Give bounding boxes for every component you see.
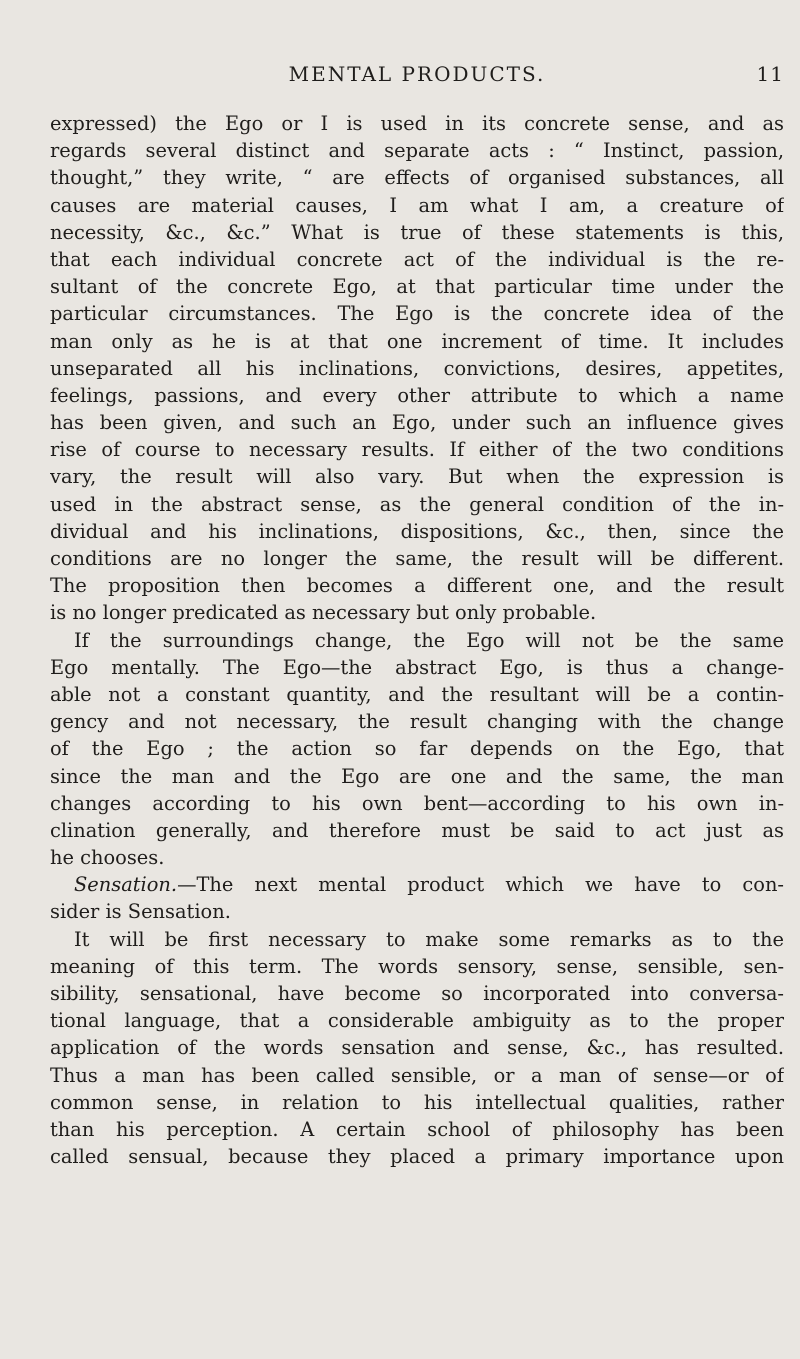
text-line: changes according to his own bent—according to his own in- bbox=[50, 791, 784, 815]
text-line: thought,” they write, “ are effects of organised substances, all bbox=[50, 166, 784, 190]
text-line: clination generally, and therefore must be said to act just as bbox=[50, 818, 784, 842]
text-line: regards several distinct and separate acts : “ Instinct, passion, bbox=[50, 139, 784, 163]
page-header bbox=[50, 62, 784, 90]
paragraph-start-line: If the surroundings change, the Ego will not be the same bbox=[74, 628, 784, 652]
text-line: used in the abstract sense, as the general condition of the in- bbox=[50, 492, 784, 516]
text-line: of the Ego ; the action so far depends on the Ego, that bbox=[50, 737, 784, 761]
text-line: Ego mentally. The Ego—the abstract Ego, is thus a change- bbox=[50, 655, 784, 679]
text-line: feelings, passions, and every other attribute to which a name bbox=[50, 383, 784, 407]
text-line: tional language, that a considerable ambiguity as to the proper bbox=[50, 1009, 784, 1033]
text-line: since the man and the Ego are one and the same, the man bbox=[50, 764, 784, 788]
text-line: dividual and his inclinations, dispositions, &c., then, since the bbox=[50, 519, 784, 543]
text-line: is no longer predicated as necessary but only probable. bbox=[50, 601, 597, 625]
text-line: than his perception. A certain school of philosophy has been bbox=[50, 1117, 784, 1141]
text-line: meaning of this term. The words sensory, sense, sensible, sen- bbox=[50, 954, 784, 978]
page-number: 11 bbox=[756, 62, 784, 86]
text-line: The proposition then becomes a different one, and the result bbox=[50, 574, 784, 598]
text-line: sibility, sensational, have become so incorporated into conversa- bbox=[50, 982, 784, 1005]
text-line: able not a constant quantity, and the resultant will be a contin- bbox=[50, 682, 784, 706]
text-line: gency and not necessary, the result changing with the change bbox=[50, 710, 784, 734]
text-line: that each individual concrete act of the individual is the re- bbox=[50, 247, 784, 271]
text-line: common sense, in relation to his intellectual qualities, rather bbox=[50, 1090, 784, 1114]
text-line: expressed) the Ego or I is used in its concrete sense, and as bbox=[50, 112, 784, 135]
body-text bbox=[50, 110, 784, 1170]
text-line: causes are material causes, I am what I am, a creature of bbox=[50, 193, 784, 217]
paragraph-start-line: It will be first necessary to make some remarks as to the bbox=[74, 927, 784, 951]
running-head: MENTAL PRODUCTS. bbox=[288, 62, 546, 86]
text-line: conditions are no longer the same, the result will be different. bbox=[50, 547, 784, 570]
text-line: vary, the result will also vary. But when the expression is bbox=[50, 465, 784, 489]
text-line: man only as he is at that one increment of time. It includes bbox=[50, 329, 784, 353]
text-line: sultant of the concrete Ego, at that particular time under the bbox=[50, 275, 784, 299]
text-line: Thus a man has been called sensible, or a man of sense—or of bbox=[50, 1063, 784, 1087]
text-line: particular circumstances. The Ego is the concrete idea of the bbox=[50, 302, 784, 326]
text-line: necessity, &c., &c.” What is true of these statements is this, bbox=[50, 220, 784, 244]
section-heading-line bbox=[50, 871, 784, 898]
section-heading-continuation: —The next mental product which we have to con- bbox=[177, 873, 784, 897]
section-heading: Sensation. bbox=[74, 873, 178, 897]
text-line: he chooses. bbox=[50, 846, 165, 870]
text-line: called sensual, because they placed a primary importance upon bbox=[50, 1145, 784, 1169]
text-line: has been given, and such an Ego, under such an influence gives bbox=[50, 411, 784, 435]
text-line: rise of course to necessary results. If either of the two conditions bbox=[50, 438, 784, 462]
text-line: sider is Sensation. bbox=[50, 900, 231, 924]
text-line: unseparated all his inclinations, convictions, desires, appetites, bbox=[50, 356, 784, 380]
text-line: application of the words sensation and sense, &c., has resulted. bbox=[50, 1036, 784, 1060]
